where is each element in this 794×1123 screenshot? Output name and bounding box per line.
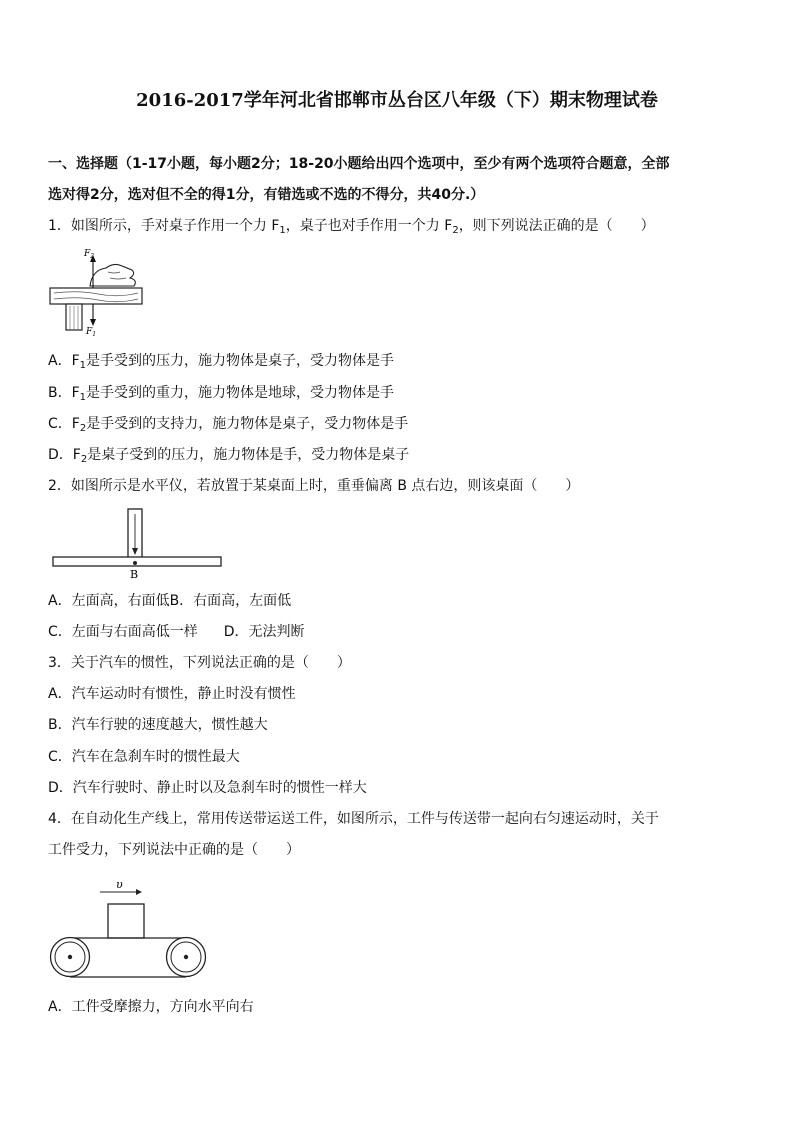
question-1-option-a: A．$F_1$是手受到的压力，施力物体是桌子，受力物体是手 bbox=[48, 353, 395, 371]
question-2-option-d: D．无法判断 bbox=[223, 624, 305, 640]
question-3-stem: 3．关于汽车的惯性，下列说法正确的是（ ） bbox=[48, 655, 351, 671]
question-2-option-c: C．左面与右面高低一样 bbox=[48, 624, 198, 640]
question-2-figure bbox=[52, 506, 222, 582]
question-1-option-b: B．$F_1$是手受到的重力，施力物体是地球，受力物体是手 bbox=[48, 385, 395, 403]
question-3-option-c: C．汽车在急刹车时的惯性最大 bbox=[48, 749, 240, 765]
question-3-option-a: A．汽车运动时有惯性，静止时没有惯性 bbox=[48, 686, 296, 702]
question-1-stem: 1．如图所示，手对桌子作用一个力 $F_1$，桌子也对手作用一个力 $F_2$，则下列说法正确的是（ ） bbox=[48, 218, 655, 236]
question-1-figure bbox=[48, 246, 148, 342]
point-b-label: B bbox=[130, 568, 139, 581]
question-2-option-a: A．左面高，右面低 bbox=[48, 593, 170, 609]
question-2-option-b: B．右面高，左面低 bbox=[169, 593, 292, 609]
section-heading-line-1: 一、选择题（1-17小题，每小题2分；18-20小题给出四个选项中，至少有两个选项符合题意，全部 bbox=[48, 156, 670, 172]
question-4-stem-line-2: 工件受力，下列说法中正确的是（ ） bbox=[48, 842, 300, 858]
velocity-label: υ bbox=[116, 878, 123, 891]
question-2-options-row-1 bbox=[48, 592, 291, 610]
question-2-options-row-2 bbox=[48, 623, 305, 641]
page-title: 2016-2017学年河北省邯郸市丛台区八年级（下）期末物理试卷 bbox=[136, 90, 658, 111]
question-2-stem: 2．如图所示是水平仪，若放置于某桌面上时，重垂偏离 B 点右边，则该桌面（ ） bbox=[48, 478, 580, 494]
force-f2-label: $F_2$ bbox=[84, 249, 95, 260]
question-1-option-c: C．$F_2$是手受到的支持力，施力物体是桌子，受力物体是手 bbox=[48, 416, 409, 434]
question-4-option-a: A．工件受摩擦力，方向水平向右 bbox=[48, 999, 254, 1015]
question-3-option-b: B．汽车行驶的速度越大，惯性越大 bbox=[48, 717, 268, 733]
question-1-option-d: D．$F_2$是桌子受到的压力，施力物体是手，受力物体是桌子 bbox=[48, 447, 410, 465]
question-4-figure bbox=[48, 874, 212, 984]
question-3-option-d: D．汽车行驶时、静止时以及急刹车时的惯性一样大 bbox=[48, 780, 367, 796]
force-f1-label: $F_1$ bbox=[86, 327, 97, 338]
section-heading-line-2: 选对得2分，选对但不全的得1分，有错选或不选的不得分，共40分.） bbox=[48, 187, 485, 203]
question-4-stem-line-1: 4．在自动化生产线上，常用传送带运送工件，如图所示，工件与传送带一起向右匀速运动时，关于 bbox=[48, 811, 659, 827]
